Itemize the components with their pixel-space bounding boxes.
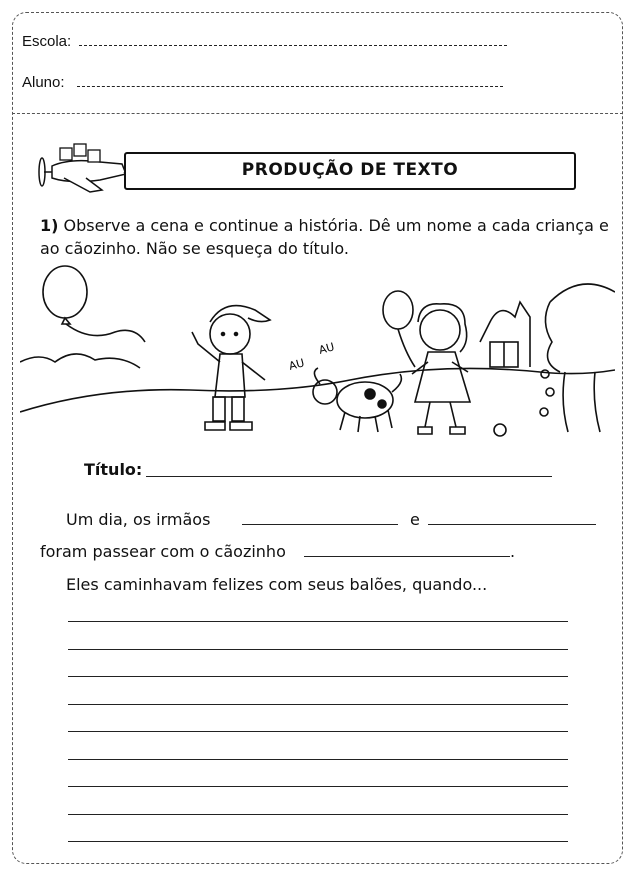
- bark-text-2: AU: [317, 340, 336, 357]
- writing-line[interactable]: [68, 704, 568, 705]
- aluno-label: Aluno:: [22, 74, 65, 91]
- banner-box: [124, 152, 576, 190]
- story-line-2-start: foram passear com o cãozinho: [40, 542, 286, 561]
- tree-icon: [540, 284, 615, 432]
- balloon-right-icon: [383, 291, 413, 329]
- story-line-2-end: .: [510, 542, 516, 561]
- header-divider: [12, 113, 623, 114]
- name-blank-2[interactable]: [428, 524, 596, 525]
- dog-icon: [313, 368, 401, 432]
- boy-icon: [192, 306, 270, 430]
- title-banner: [30, 140, 605, 200]
- house-icon: [480, 302, 530, 367]
- question-number: 1): [40, 216, 59, 235]
- writing-line[interactable]: [68, 676, 568, 677]
- escola-blank[interactable]: [79, 33, 507, 46]
- question-1: [40, 214, 610, 260]
- writing-line[interactable]: [68, 731, 568, 732]
- writing-line[interactable]: [68, 814, 568, 815]
- writing-line[interactable]: [68, 759, 568, 760]
- story-line-1-mid: e: [410, 510, 420, 529]
- escola-field[interactable]: [22, 33, 507, 50]
- titulo-blank[interactable]: [146, 476, 552, 477]
- writing-line[interactable]: [68, 649, 568, 650]
- escola-label: Escola:: [22, 33, 72, 50]
- banner-title: PRODUÇÃO DE TEXTO: [241, 160, 459, 180]
- bark-text-1: AU: [287, 356, 306, 373]
- titulo-label: Título:: [84, 460, 143, 479]
- story-line-1-start: Um dia, os irmãos: [66, 510, 211, 529]
- question-text: Observe a cena e continue a história. Dê um nome a cada criança e ao cãozinho. Não se esqueça do título.: [40, 216, 609, 258]
- story-line-3: Eles caminhavam felizes com seus balões, quando...: [66, 575, 488, 594]
- name-blank-1[interactable]: [242, 524, 398, 525]
- balloon-left-icon: [43, 266, 87, 318]
- flower-icon: [494, 424, 506, 436]
- writing-line[interactable]: [68, 786, 568, 787]
- bushes-left: [20, 354, 140, 368]
- scene-illustration: [20, 262, 615, 447]
- aluno-blank[interactable]: [77, 74, 503, 87]
- dog-name-blank[interactable]: [304, 556, 510, 557]
- writing-line[interactable]: [68, 621, 568, 622]
- aluno-field[interactable]: [22, 74, 503, 91]
- writing-line[interactable]: [68, 841, 568, 842]
